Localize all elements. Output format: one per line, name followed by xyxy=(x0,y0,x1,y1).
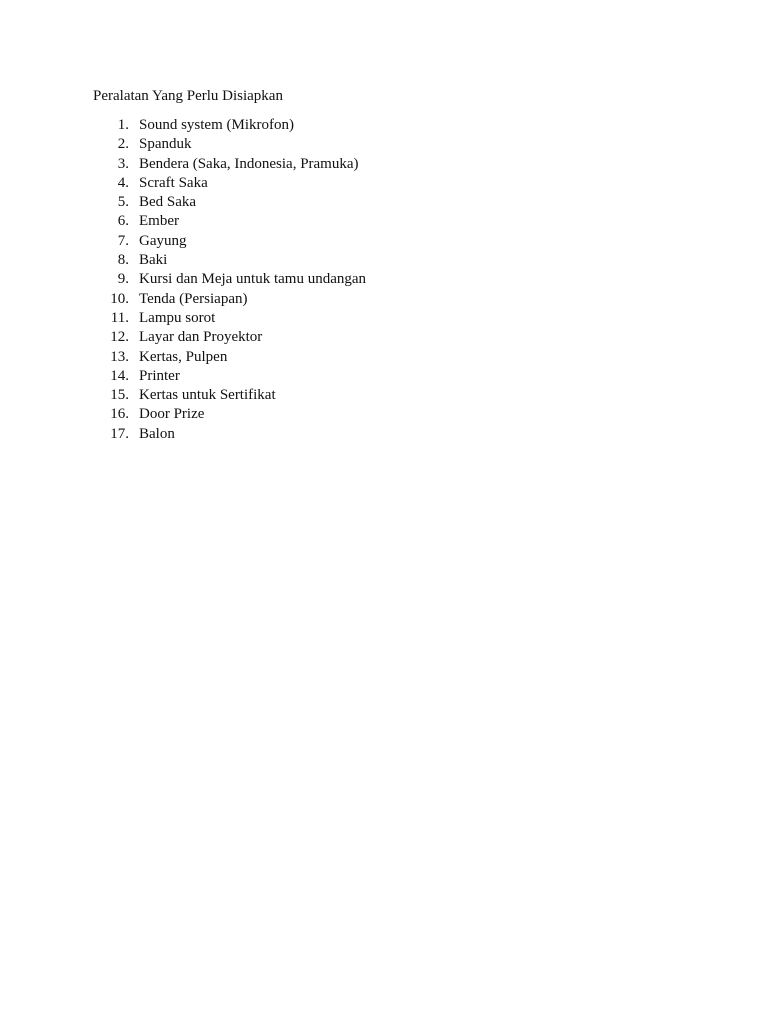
list-item-number: 1. xyxy=(117,117,129,133)
list-item xyxy=(93,155,693,174)
equipment-list xyxy=(93,116,693,444)
list-item xyxy=(93,386,693,405)
list-item xyxy=(93,348,693,367)
list-item xyxy=(93,270,693,289)
list-item-text: Ember xyxy=(139,213,179,230)
list-item-text: Tenda (Persiapan) xyxy=(139,290,248,307)
list-item-number: 2. xyxy=(117,136,129,153)
list-item-text: Door Prize xyxy=(139,406,205,423)
list-item-text: Baki xyxy=(139,252,168,269)
list-item-text: Spanduk xyxy=(139,136,192,153)
list-item-text: Bed Saka xyxy=(139,194,197,211)
list-item xyxy=(93,251,693,270)
list-item xyxy=(93,405,693,424)
list-item-number: 5. xyxy=(117,194,129,211)
list-item-number: 8. xyxy=(117,252,129,269)
list-item-text: Bendera (Saka, Indonesia, Pramuka) xyxy=(139,155,359,172)
list-item-number: 4. xyxy=(117,174,129,191)
list-item-text: Kertas, Pulpen xyxy=(139,348,228,365)
list-item xyxy=(93,174,693,193)
list-item-text: Sound system (Mikrofon) xyxy=(139,117,294,133)
list-item xyxy=(93,328,693,347)
list-item xyxy=(93,425,693,444)
list-item xyxy=(93,232,693,251)
list-item-number: 3. xyxy=(117,155,129,172)
list-item-number: 17. xyxy=(110,425,129,442)
list-item-number: 7. xyxy=(117,232,129,249)
list-item-text: Balon xyxy=(139,425,175,442)
document-title: Peralatan Yang Perlu Disiapkan xyxy=(93,88,283,104)
list-item-number: 9. xyxy=(117,271,129,288)
list-item-number: 16. xyxy=(110,406,129,423)
list-item-text: Lampu sorot xyxy=(139,309,216,326)
list-item-text: Gayung xyxy=(139,232,187,249)
list-item xyxy=(93,135,693,154)
list-item-number: 10. xyxy=(110,290,129,307)
list-item-text: Kursi dan Meja untuk tamu undangan xyxy=(139,271,367,288)
list-item-number: 13. xyxy=(110,348,129,365)
list-item xyxy=(93,309,693,328)
list-item xyxy=(93,116,693,135)
list-item xyxy=(93,212,693,231)
list-item xyxy=(93,193,693,212)
list-item-number: 15. xyxy=(110,387,129,404)
list-item-text: Printer xyxy=(139,367,180,384)
list-item-text: Scraft Saka xyxy=(139,174,208,191)
list-item-text: Layar dan Proyektor xyxy=(139,329,263,346)
list-item xyxy=(93,367,693,386)
list-item-number: 11. xyxy=(110,309,129,326)
list-item-number: 6. xyxy=(117,213,129,230)
list-item-number: 12. xyxy=(110,329,129,346)
list-item-text: Kertas untuk Sertifikat xyxy=(139,387,276,404)
list-item-number: 14. xyxy=(110,367,129,384)
list-item xyxy=(93,290,693,309)
